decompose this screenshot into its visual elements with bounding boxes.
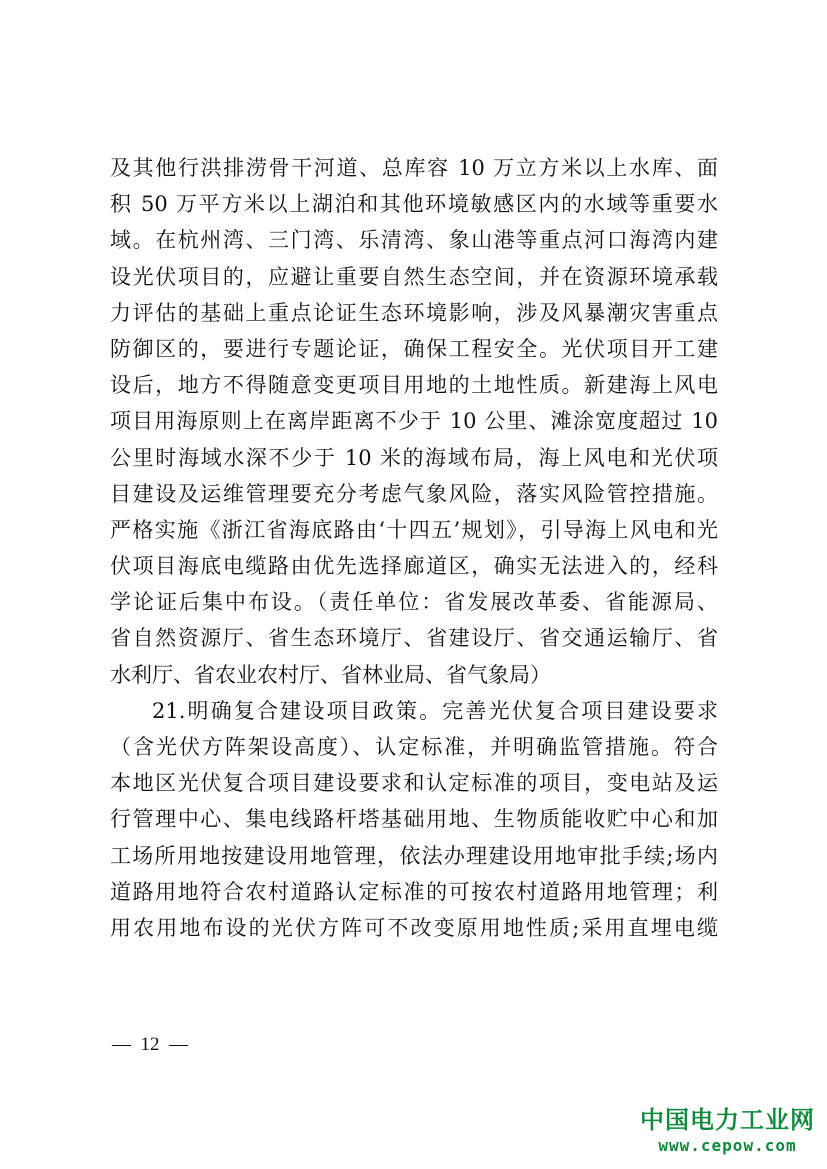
text-line: 行管理中心、集电线路杆塔基础用地、生物质能收贮中心和加 [110, 807, 718, 832]
text-line: 学论证后集中布设。（责任单位：省发展改革委、省能源局、 [110, 590, 718, 615]
text-line: 水利厅、省农业农村厅、省林业局、省气象局） [110, 662, 551, 687]
text-line: 用农用地布设的光伏方阵可不改变原用地性质;采用直埋电缆 [110, 915, 718, 940]
text-line: 省自然资源厅、省生态环境厅、省建设厅、省交通运输厅、省 [110, 626, 718, 651]
page-number: — 12 — [112, 1034, 188, 1055]
text-line: 防御区的，要进行专题论证，确保工程安全。光伏项目开工建 [110, 336, 718, 361]
text-line: 力评估的基础上重点论证生态环境影响，涉及风暴潮灾害重点 [110, 300, 718, 325]
text-line: 域。在杭州湾、三门湾、乐清湾、象山港等重点河口海湾内建 [110, 228, 718, 253]
body-text [110, 150, 718, 946]
text-line: 伏项目海底电缆路由优先选择廊道区，确实无法进入的，经科 [110, 554, 718, 579]
text-line: 公里时海域水深不少于 10 米的海域布局，海上风电和光伏项 [110, 445, 718, 470]
text-line: 道路用地符合农村道路认定标准的可按农村道路用地管理；利 [110, 879, 718, 904]
text-line: 工场所用地按建设用地管理，依法办理建设用地审批手续;场内 [110, 843, 718, 868]
site-watermark [640, 1105, 815, 1157]
section-heading-line: 21.明确复合建设项目政策。完善光伏复合项目建设要求 [152, 698, 718, 723]
text-line: 项目用海原则上在离岸距离不少于 10 公里、滩涂宽度超过 10 [110, 409, 718, 434]
text-line: 设后，地方不得随意变更项目用地的土地性质。新建海上风电 [110, 373, 718, 398]
text-line: 严格实施《浙江省海底路由‘十四五’规划》，引导海上风电和光 [110, 517, 718, 542]
text-line: 设光伏项目的，应避让重要自然生态空间，并在资源环境承载 [110, 264, 718, 289]
text-line: 目建设及运维管理要充分考虑气象风险，落实风险管控措施。 [110, 481, 718, 506]
watermark-name: 中国电力工业网 [640, 1106, 815, 1134]
text-line: 本地区光伏复合项目建设要求和认定标准的项目，变电站及运 [110, 771, 718, 796]
text-line: 及其他行洪排涝骨干河道、总库容 10 万立方米以上水库、面 [110, 156, 718, 180]
text-line: （含光伏方阵架设高度）、认定标准，并明确监管措施。符合 [110, 735, 718, 759]
watermark-url: www.cepow.com [658, 1136, 797, 1155]
text-line: 积 50 万平方米以上湖泊和其他环境敏感区内的水域等重要水 [110, 192, 718, 217]
